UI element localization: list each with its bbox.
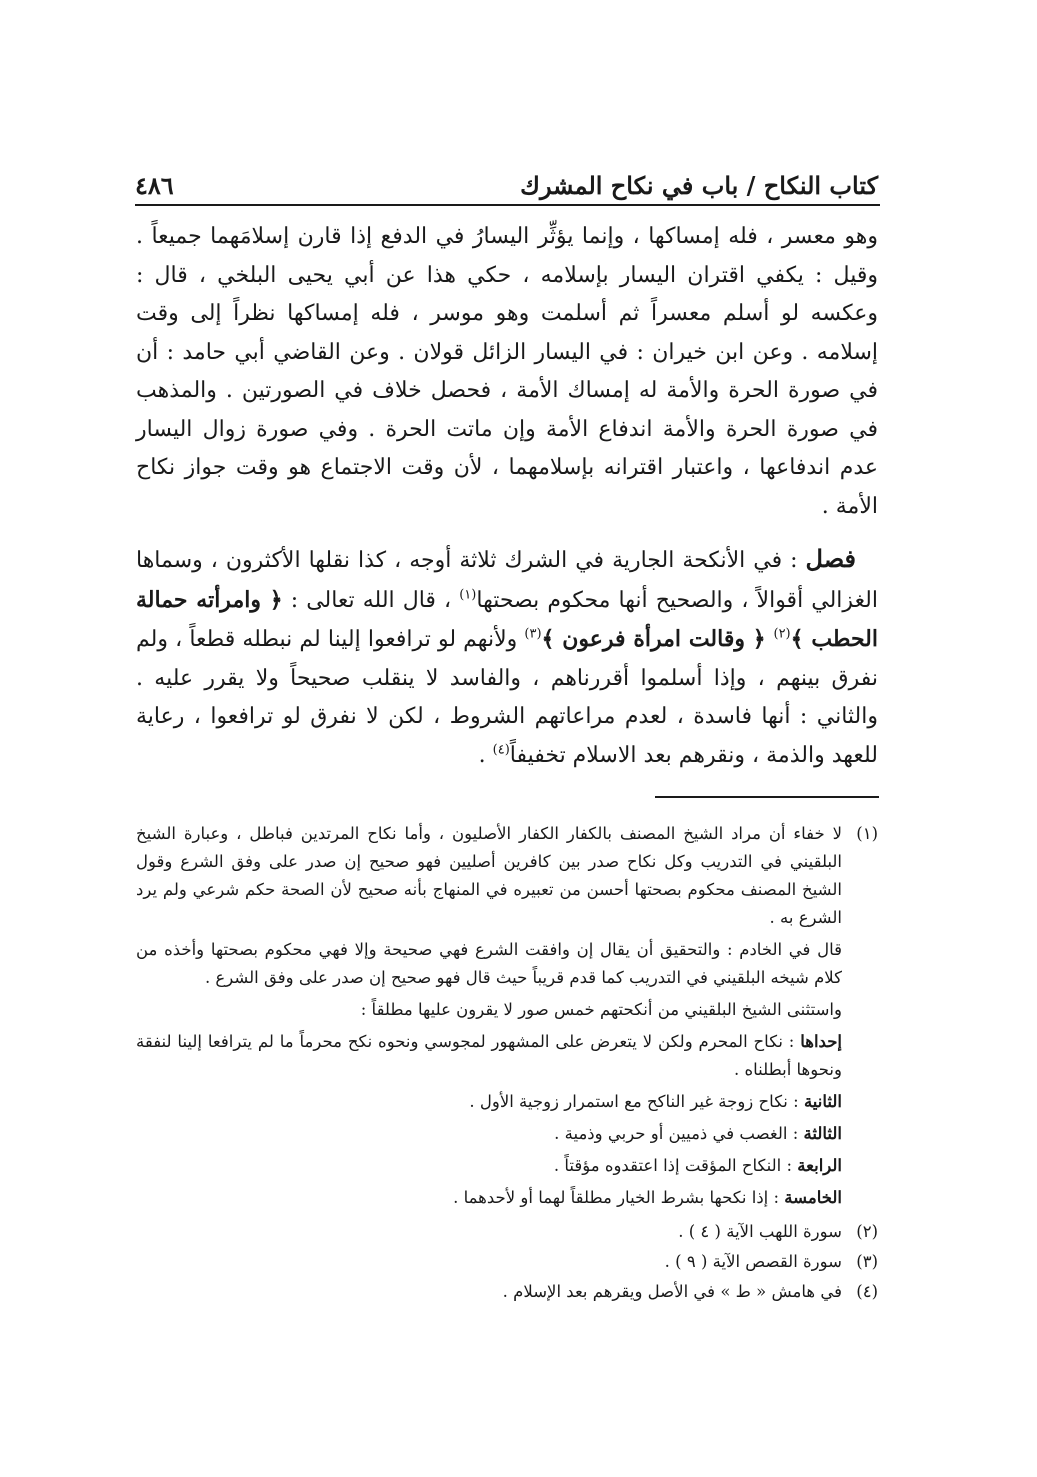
quran-verse-1: ﴿ وامرأته حمالة الحطب ﴾ — [136, 586, 878, 652]
running-title: كتاب النكاح / باب في نكاح المشرك — [520, 171, 878, 200]
footnote-item — [136, 1120, 842, 1148]
footnote-body: في هامش « ط » في الأصل ويقرهم بعد الإسلام . — [502, 1282, 842, 1301]
fasl-label: فصل — [805, 544, 856, 573]
fasl-text-1: : في الأنكحة الجارية في الشرك ثلاثة أوجه ، كذا نقلها الأكثرون ، وسماها الغزالي أقوالاً ، والصحيح أنها محكوم بصحتها — [136, 548, 878, 613]
footnote-ref-4: (٤) — [492, 742, 510, 758]
header-rule — [135, 204, 880, 206]
footnote-ref-3: (٣) — [524, 626, 542, 642]
quran-verse-2: ﴿ وقالت امرأة فرعون ﴾ — [541, 626, 774, 652]
item-text: : الغصب في ذميين أو حربي وذمية . — [554, 1124, 804, 1143]
footnote-number: (٢) — [856, 1222, 878, 1241]
item-text: : إذا نكحها بشرط الخيار مطلقاً لهما أو لأحدهما . — [453, 1188, 785, 1207]
footnote-rule — [655, 796, 879, 798]
footnote-paragraph: واستثنى الشيخ البلقيني من أنكحتهم خمس صور لا يقرون عليها مطلقاً : — [360, 1000, 842, 1019]
footnote-4 — [136, 1278, 878, 1306]
footnote-number: (١) — [856, 824, 878, 843]
item-label: الثانية — [803, 1092, 842, 1111]
footnote-number: (٣) — [856, 1252, 878, 1271]
footnote-paragraph: لا خفاء أن مراد الشيخ المصنف بالكفار الكفار الأصليون ، وأما نكاح المرتدين فباطل ، وعبارة الشيخ البلقيني في التدريب وكل نكاح صدر بين كافرين أصليين فهو صحيح إن صدر على وفق الشرع وقول الشيخ المصنف محكوم بصحتها أحسن من تعبيره في المنهاج بأنه صحيح لأن الصحة حكم شرعي ولم يرد الشرع به . — [136, 824, 842, 927]
footnote-paragraph: قال في الخادم : والتحقيق أن يقال إن وافقت الشرع فهي صحيحة وإلا فهي محكوم بصحتها وأخذه من كلام شيخه البلقيني في التدريب كما قدم قريباً حيث قال فهو صحيح إن صدر على وفق الشرع . — [136, 940, 842, 987]
fasl-end: . — [478, 742, 493, 768]
fasl-text-3: ولأنهم لو ترافعوا إلينا لم نبطله قطعاً ، ولم نفرق بينهم ، وإذا أسلموا أقررناهم ، والفاسد لا ينقلب صحيحاً ولا يقرر عليه . والثاني : أنها فاسدة ، لعدم مراعاتهم الشروط ، لكن لا نفرق لو ترافعوا ، رعاية للعهد والذمة ، ونقرهم بعد الاسلام تخفيفاً — [136, 627, 878, 768]
item-label: إحداها — [800, 1032, 842, 1051]
footnote-item — [136, 1088, 842, 1116]
item-label: الثالثة — [803, 1124, 842, 1143]
footnote-item — [136, 1184, 842, 1212]
footnotes — [136, 820, 878, 1306]
item-label: الخامسة — [784, 1188, 842, 1207]
page-header — [135, 160, 878, 200]
main-text — [136, 218, 878, 775]
footnote-item — [136, 1028, 842, 1084]
page-number: ٤٨٦ — [135, 171, 174, 200]
footnote-item — [136, 1152, 842, 1180]
footnote-ref-2: (٢) — [773, 626, 791, 642]
footnote-ref-1: (١) — [459, 587, 477, 603]
footnote-1 — [136, 820, 878, 1216]
fasl-text-2: ، قال الله تعالى : — [282, 587, 460, 613]
footnote-body: سورة اللهب الآية ( ٤ ) . — [678, 1222, 842, 1241]
footnote-body: سورة القصص الآية ( ٩ ) . — [664, 1252, 842, 1271]
item-text: : نكاح المحرم ولكن لا يتعرض على المشهور لمجوسي ونحوه نكح محرماً ما لم يترافعا إلينا لنفقة ونحوها أبطلناه . — [136, 1032, 842, 1079]
footnote-2 — [136, 1218, 878, 1246]
item-text: : النكاح المؤقت إذا اعتقدوه مؤقتاً . — [553, 1156, 798, 1175]
footnote-number: (٤) — [856, 1282, 878, 1301]
item-label: الرابعة — [797, 1156, 842, 1175]
footnote-body — [136, 820, 842, 1216]
paragraph-continuation: وهو معسر ، فله إمساكها ، وإنما يؤثِّر اليسارُ في الدفع إذا قارن إسلامَهما جميعاً . وقيل : يكفي اقتران اليسار بإسلامه ، حكي هذا عن أبي يحيى البلخي ، قال : وعكسه لو أسلم معسراً ثم أسلمت وهو موسر ، فله إمساكها نظراً إلى وقت إسلامه . وعن ابن خيران : في اليسار الزائل قولان . وعن القاضي أبي حامد : أن في صورة الحرة والأمة له إمساك الأمة ، فحصل خلاف في الصورتين . والمذهب في صورة الحرة والأمة اندفاع الأمة وإن ماتت الحرة . وفي صورة زوال اليسار عدم اندفاعها ، واعتبار اقترانه بإسلامهما ، لأن وقت الاجتماع هو وقت جواز نكاح الأمة . — [136, 224, 878, 519]
item-text: : نكاح زوجة غير الناكح مع استمرار زوجية الأول . — [469, 1092, 804, 1111]
paragraph-fasl — [136, 540, 878, 775]
footnote-3 — [136, 1248, 878, 1276]
